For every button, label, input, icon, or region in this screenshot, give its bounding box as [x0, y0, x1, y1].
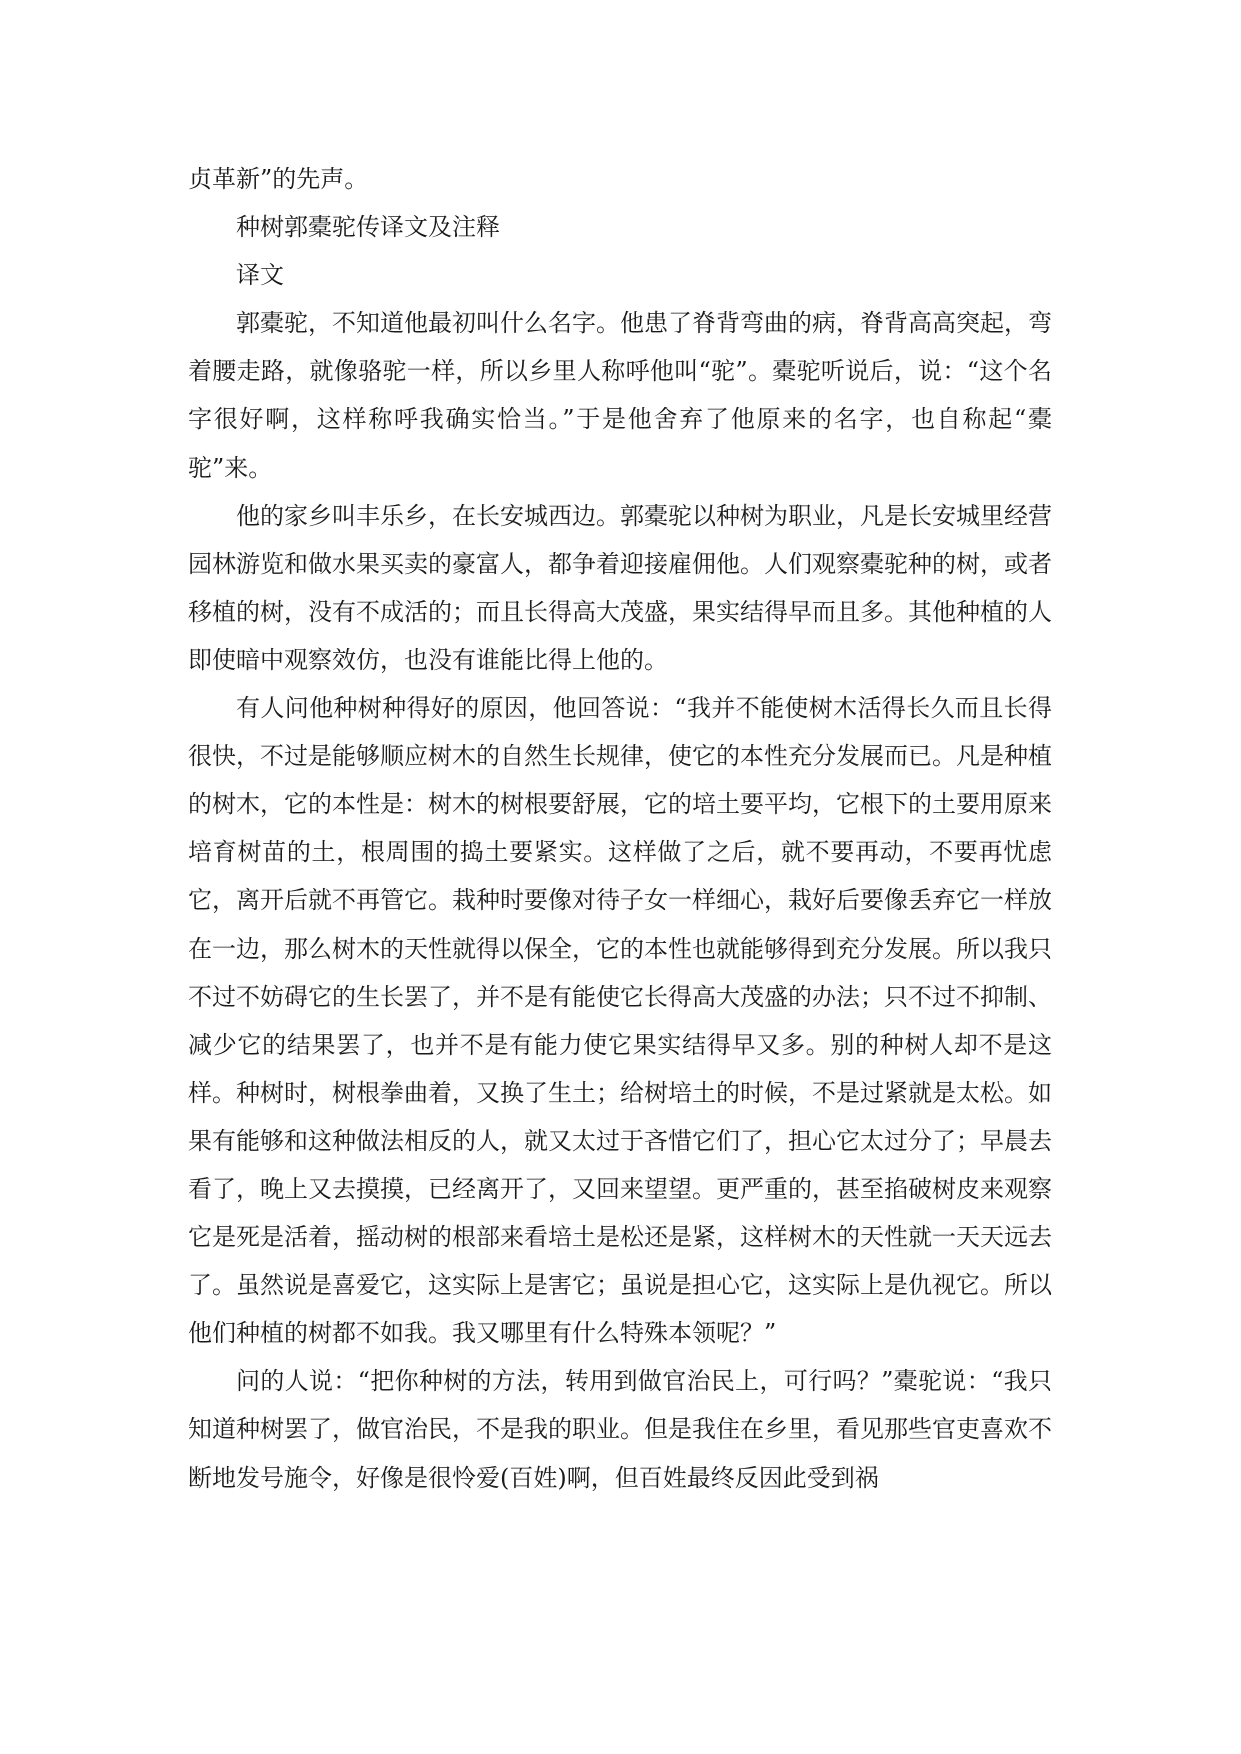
- paragraph: 郭橐驼，不知道他最初叫什么名字。他患了脊背弯曲的病，脊背高高突起，弯着腰走路，就像骆驼一样，所以乡里人称呼他叫“驼”。橐驼听说后，说：“这个名字很好啊，这样称呼我确实恰当。”于是他舍弃了他原来的名字，也自称起“橐驼”来。: [188, 309, 1052, 482]
- section-heading: 种树郭橐驼传译文及注释: [236, 213, 500, 242]
- paragraph-continuation: 贞革新”的先声。: [188, 165, 369, 193]
- document-body: [188, 155, 1052, 1502]
- paragraph: 他的家乡叫丰乐乡，在长安城西边。郭橐驼以种树为职业，凡是长安城里经营园林游览和做水果买卖的豪富人，都争着迎接雇佣他。人们观察橐驼种的树，或者移植的树，没有不成活的；而且长得高大茂盛，果实结得早而且多。其他种植的人即使暗中观察效仿，也没有谁能比得上他的。: [188, 501, 1052, 674]
- paragraph: 问的人说：“把你种树的方法，转用到做官治民上，可行吗？”橐驼说：“我只知道种树罢了，做官治民，不是我的职业。但是我住在乡里，看见那些官吏喜欢不断地发号施令，好像是很怜爱(百姓)啊，但百姓最终反因此受到祸: [188, 1367, 1052, 1492]
- subsection-heading: 译文: [236, 261, 284, 290]
- paragraph: 有人问他种树种得好的原因，他回答说：“我并不能使树木活得长久而且长得很快，不过是能够顺应树木的自然生长规律，使它的本性充分发展而已。凡是种植的树木，它的本性是：树木的树根要舒展，它的培土要平均，它根下的土要用原来培育树苗的土，根周围的捣土要紧实。这样做了之后，就不要再动，不要再忧虑它，离开后就不再管它。栽种时要像对待子女一样细心，栽好后要像丢弃它一样放在一边，那么树木的天性就得以保全，它的本性也就能够得到充分发展。所以我只不过不妨碍它的生长罢了，并不是有能使它长得高大茂盛的办法；只不过不抑制、减少它的结果罢了，也并不是有能力使它果实结得早又多。别的种树人却不是这样。种树时，树根拳曲着，又换了生土；给树培土的时候，不是过紧就是太松。如果有能够和这种做法相反的人，就又太过于吝惜它们了，担心它太过分了；早晨去看了，晚上又去摸摸，已经离开了，又回来望望。更严重的，甚至掐破树皮来观察它是死是活着，摇动树的根部来看培土是松还是紧，这样树木的天性就一天天远去了。虽然说是喜爱它，这实际上是害它；虽说是担心它，这实际上是仇视它。所以他们种植的树都不如我。我又哪里有什么特殊本领呢？”: [188, 694, 1052, 1348]
